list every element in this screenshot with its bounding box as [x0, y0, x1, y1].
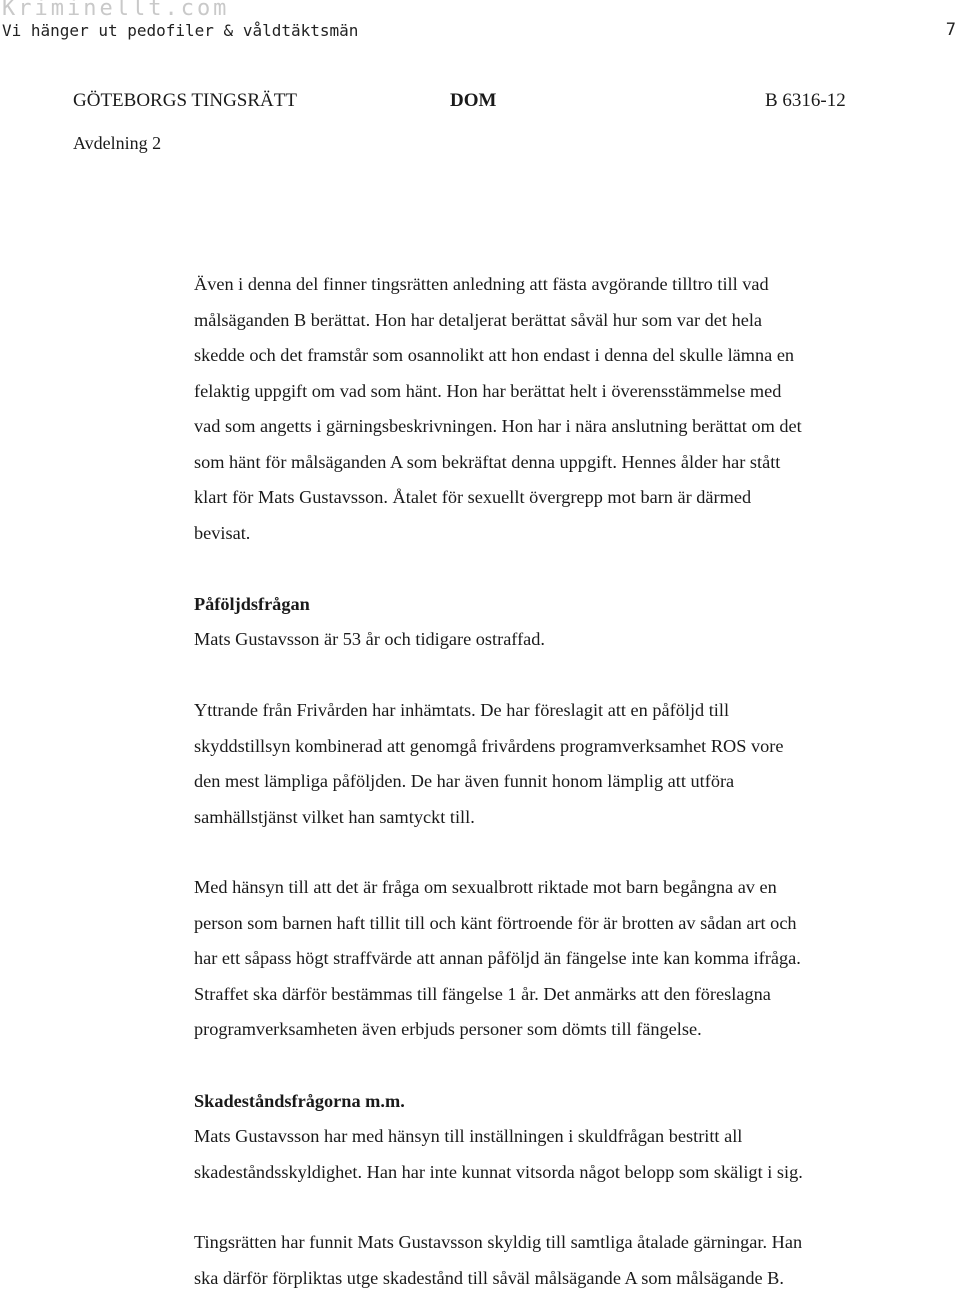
- section-heading-sanction: Påföljdsfrågan: [194, 594, 310, 615]
- paragraph-damages-dispute: [194, 1119, 894, 1190]
- text-line: som hänt för målsäganden A som bekräftat denna uppgift. Hennes ålder har stått: [194, 445, 894, 481]
- text-line: Straffet ska därför bestämmas till fängelse 1 år. Det anmärks att den föreslagna: [194, 977, 894, 1013]
- text-line: ska därför förpliktas utge skadestånd till såväl målsägande A som målsägande B.: [194, 1261, 894, 1296]
- paragraph-sentence: [194, 870, 894, 1048]
- text-line: vad som angetts i gärningsbeskrivningen. Hon har i nära anslutning berättat om det: [194, 409, 894, 445]
- site-banner: Vi hänger ut pedofiler & våldtäktsmän: [2, 21, 358, 40]
- text-line: Även i denna del finner tingsrätten anledning att fästa avgörande tilltro till vad: [194, 267, 894, 303]
- text-line: Tingsrätten har funnit Mats Gustavsson skyldig till samtliga åtalade gärningar. Han: [194, 1225, 894, 1261]
- text-line: målsäganden B berättat. Hon har detaljerat berättat såväl hur som var det hela: [194, 303, 894, 339]
- paragraph-credibility: [194, 267, 894, 551]
- paragraph-probation-statement: [194, 693, 894, 835]
- text-line: har ett såpass högt straffvärde att annan påföljd än fängelse inte kan komma ifråga.: [194, 941, 894, 977]
- text-line: Yttrande från Frivården har inhämtats. De har föreslagit att en påföljd till: [194, 693, 894, 729]
- text-line: Mats Gustavsson är 53 år och tidigare ostraffad.: [194, 622, 894, 658]
- text-line: felaktig uppgift om vad som hänt. Hon har berättat helt i överensstämmelse med: [194, 374, 894, 410]
- section-heading-damages: Skadeståndsfrågorna m.m.: [194, 1091, 405, 1112]
- text-line: programverksamheten även erbjuds personer som dömts till fängelse.: [194, 1012, 894, 1048]
- text-line: samhällstjänst vilket han samtyckt till.: [194, 800, 894, 836]
- document-type: DOM: [450, 90, 496, 112]
- text-line: den mest lämpliga påföljden. De har även funnit honom lämplig att utföra: [194, 764, 894, 800]
- paragraph-damages-ruling: [194, 1225, 894, 1296]
- text-line: bevisat.: [194, 516, 894, 552]
- site-watermark: Kriminellt.com: [2, 0, 229, 21]
- case-number: B 6316-12: [765, 90, 846, 112]
- text-line: skedde och det framstår som osannolikt att hon endast i denna del skulle lämna en: [194, 338, 894, 374]
- court-division: Avdelning 2: [73, 133, 161, 154]
- text-line: Mats Gustavsson har med hänsyn till inställningen i skuldfrågan bestritt all: [194, 1119, 894, 1155]
- text-line: klart för Mats Gustavsson. Åtalet för sexuellt övergrepp mot barn är därmed: [194, 480, 894, 516]
- paragraph-defendant-info: [194, 622, 894, 658]
- page-number: 7: [946, 20, 956, 40]
- court-name: GÖTEBORGS TINGSRÄTT: [73, 90, 297, 112]
- text-line: Med hänsyn till att det är fråga om sexualbrott riktade mot barn begångna av en: [194, 870, 894, 906]
- text-line: skyddstillsyn kombinerad att genomgå frivårdens programverksamhet ROS vore: [194, 729, 894, 765]
- text-line: person som barnen haft tillit till och känt förtroende för är brotten av sådan art och: [194, 906, 894, 942]
- text-line: skadeståndsskyldighet. Han har inte kunnat vitsorda något belopp som skäligt i sig.: [194, 1155, 894, 1191]
